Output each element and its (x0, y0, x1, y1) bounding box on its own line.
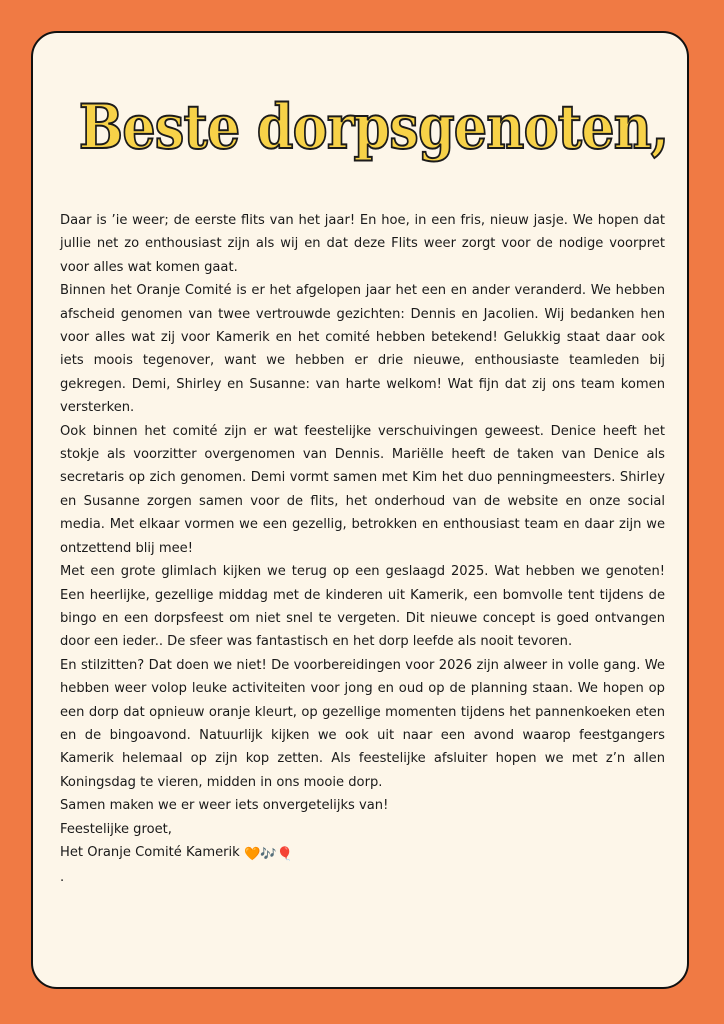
signature-line (60, 841, 665, 866)
paragraph-plans-2026: En stilzitten? Dat doen we niet! De voorbereidingen voor 2026 zijn alweer in volle gang. We hebben weer volop leuke activiteiten voor jong en oud op de planning staan. We hopen op een dorp dat opnieuw oranje kleurt, op gezellige momenten tijdens het pannenkoeken eten en de bingoavond. Natuurlijk kijken we ook uit naar een avond waarop feestgangers Kamerik helemaal op zijn kop zetten. Als feestelijke afsluiter hopen we met z’n allen Koningsdag te vieren, midden in ons mooie dorp. (60, 657, 665, 790)
heart-music-balloon-icon: 🧡🎶🎈 (243, 846, 293, 862)
trailing-dot: . (60, 870, 65, 886)
signature-text: Het Oranje Comité Kamerik (60, 844, 240, 860)
letter-body (60, 209, 665, 890)
paragraph-roles: Ook binnen het comité zijn er wat feestelijke verschuivingen geweest. Denice heeft het stokje als voorzitter overgenomen van Dennis. Mariëlle heeft de taken van Denice als secretaris op zich genomen. Demi vormt samen met Kim het duo penningmeesters. Shirley en Susanne zorgen samen voor de flits, het onderhoud van de website en onze social media. Met elkaar vormen we een gezellig, betrokken en enthousiast team en daar zijn we ontzettend blij mee! (60, 423, 665, 556)
closing-greeting: Feestelijke groet, (60, 821, 172, 837)
paragraph-review-2025: Met een grote glimlach kijken we terug op een geslaagd 2025. Wat hebben we genoten! Een heerlijke, gezellige middag met de kinderen uit Kamerik, een bomvolle tent tijdens de bingo en een dorpsfeest om niet snel te vergeten. Dit nieuwe concept is goed ontvangen door een ieder.. De sfeer was fantastisch en het dorp leefde als nooit tevoren. (60, 564, 665, 650)
paragraph-closing-line: Samen maken we er weer iets onvergetelijks van! (60, 798, 389, 814)
page-title: Beste dorpsgenoten, (78, 92, 669, 163)
paragraph-intro: Daar is ’ie weer; de eerste flits van het jaar! En hoe, in een fris, nieuw jasje. We hopen dat jullie net zo enthousiast zijn als wij en dat deze Flits weer zorgt voor de nodige voorpret voor alles wat komen gaat. (60, 213, 665, 275)
letter-card (31, 31, 689, 989)
paragraph-team-changes: Binnen het Oranje Comité is er het afgelopen jaar het een en ander veranderd. We hebben afscheid genomen van twee vertrouwde gezichten: Dennis en Jacolien. Wij bedanken hen voor alles wat zij voor Kamerik en het comité hebben betekend! Gelukkig staat daar ook iets moois tegenover, want we hebben er drie nieuwe, enthousiaste teamleden bij gekregen. Demi, Shirley en Susanne: van harte welkom! Wat fijn dat zij ons team komen versterken. (60, 283, 665, 416)
